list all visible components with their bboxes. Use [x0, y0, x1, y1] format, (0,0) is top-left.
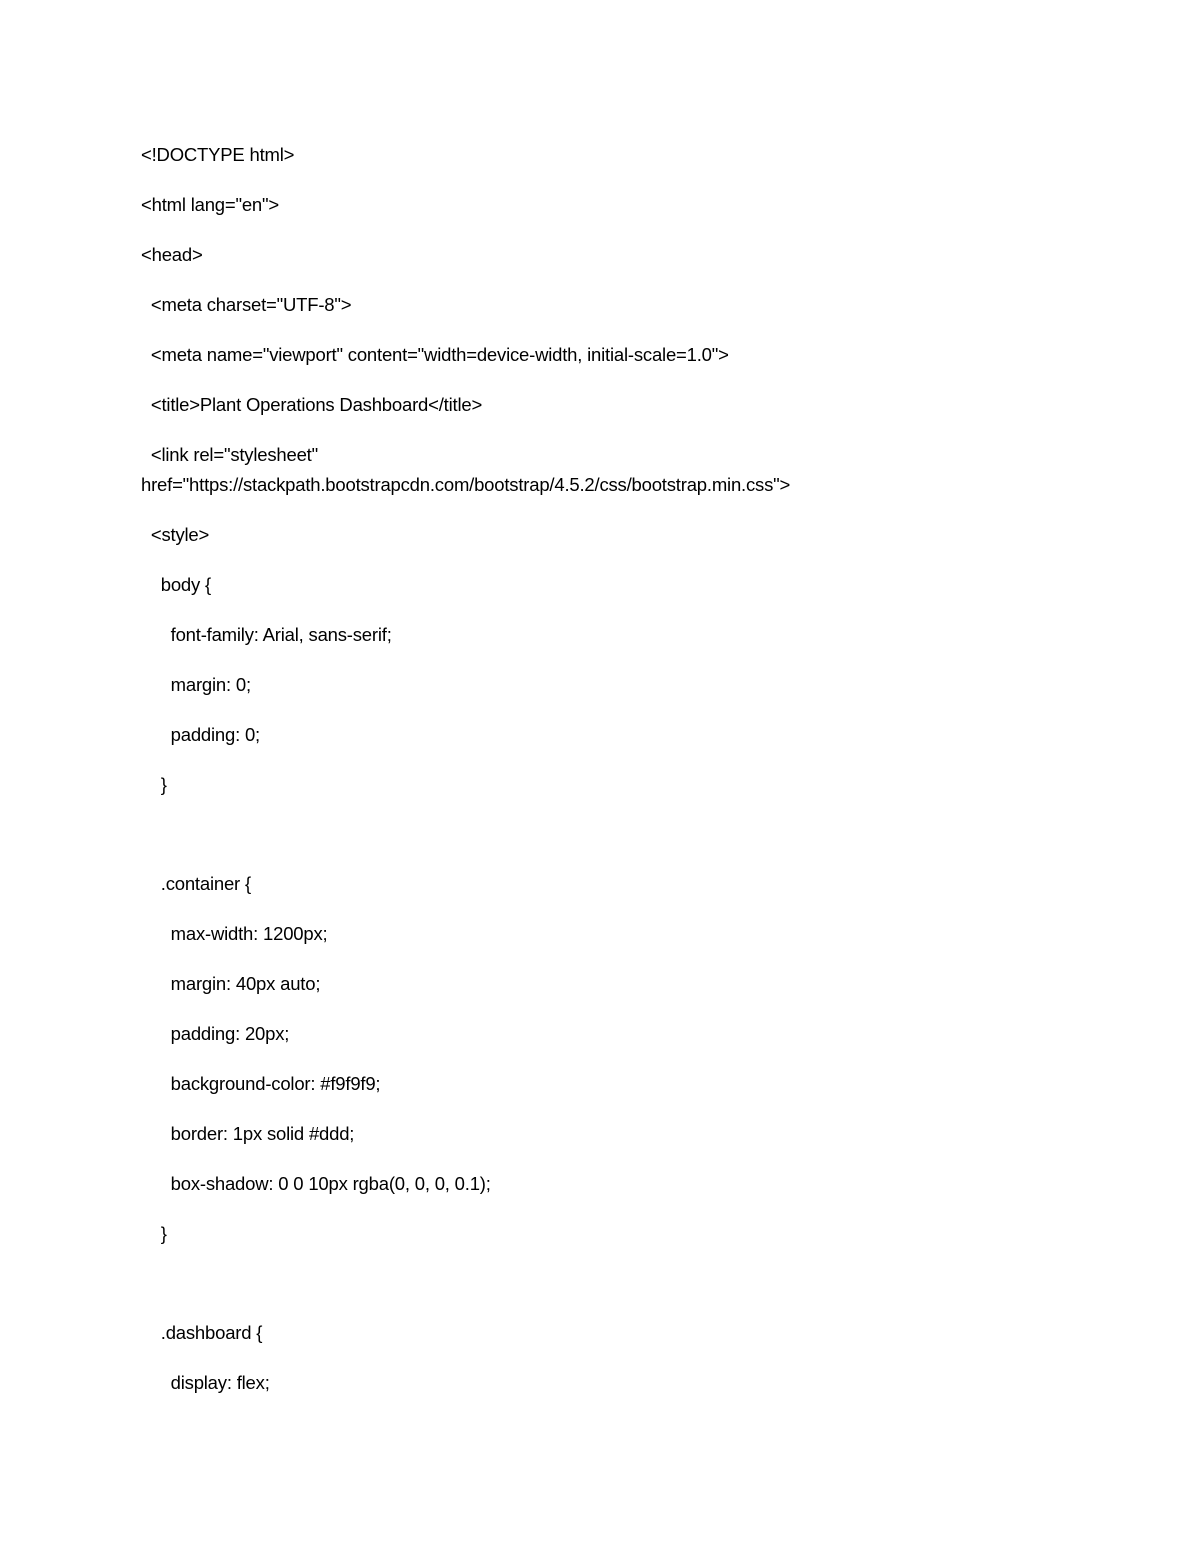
code-line: margin: 40px auto; [141, 973, 321, 994]
code-line: <meta charset="UTF-8"> [141, 294, 352, 315]
code-line: <title>Plant Operations Dashboard</title> [141, 394, 483, 415]
code-line: padding: 0; [141, 724, 260, 745]
code-line: } [141, 774, 167, 795]
code-line: background-color: #f9f9f9; [141, 1073, 381, 1094]
code-line: <meta name="viewport" content="width=device-width, initial-scale=1.0"> [141, 344, 729, 365]
code-line: body { [141, 574, 211, 595]
code-line: font-family: Arial, sans-serif; [141, 624, 392, 645]
code-line: <head> [141, 244, 203, 265]
code-line: max-width: 1200px; [141, 923, 328, 944]
code-line: border: 1px solid #ddd; [141, 1123, 355, 1144]
code-line: .container { [141, 873, 251, 894]
code-line: <!DOCTYPE html> [141, 144, 295, 165]
code-line: padding: 20px; [141, 1023, 290, 1044]
code-line: <html lang="en"> [141, 194, 279, 215]
code-line: .dashboard { [141, 1322, 263, 1343]
code-line: box-shadow: 0 0 10px rgba(0, 0, 0, 0.1); [141, 1173, 491, 1194]
code-line: } [141, 1223, 167, 1244]
code-line: display: flex; [141, 1372, 270, 1393]
code-line: <link rel="stylesheet" [141, 444, 318, 465]
code-line: <style> [141, 524, 210, 545]
code-line: margin: 0; [141, 674, 251, 695]
code-line: href="https://stackpath.bootstrapcdn.com/bootstrap/4.5.2/css/bootstrap.min.css"> [141, 474, 791, 495]
